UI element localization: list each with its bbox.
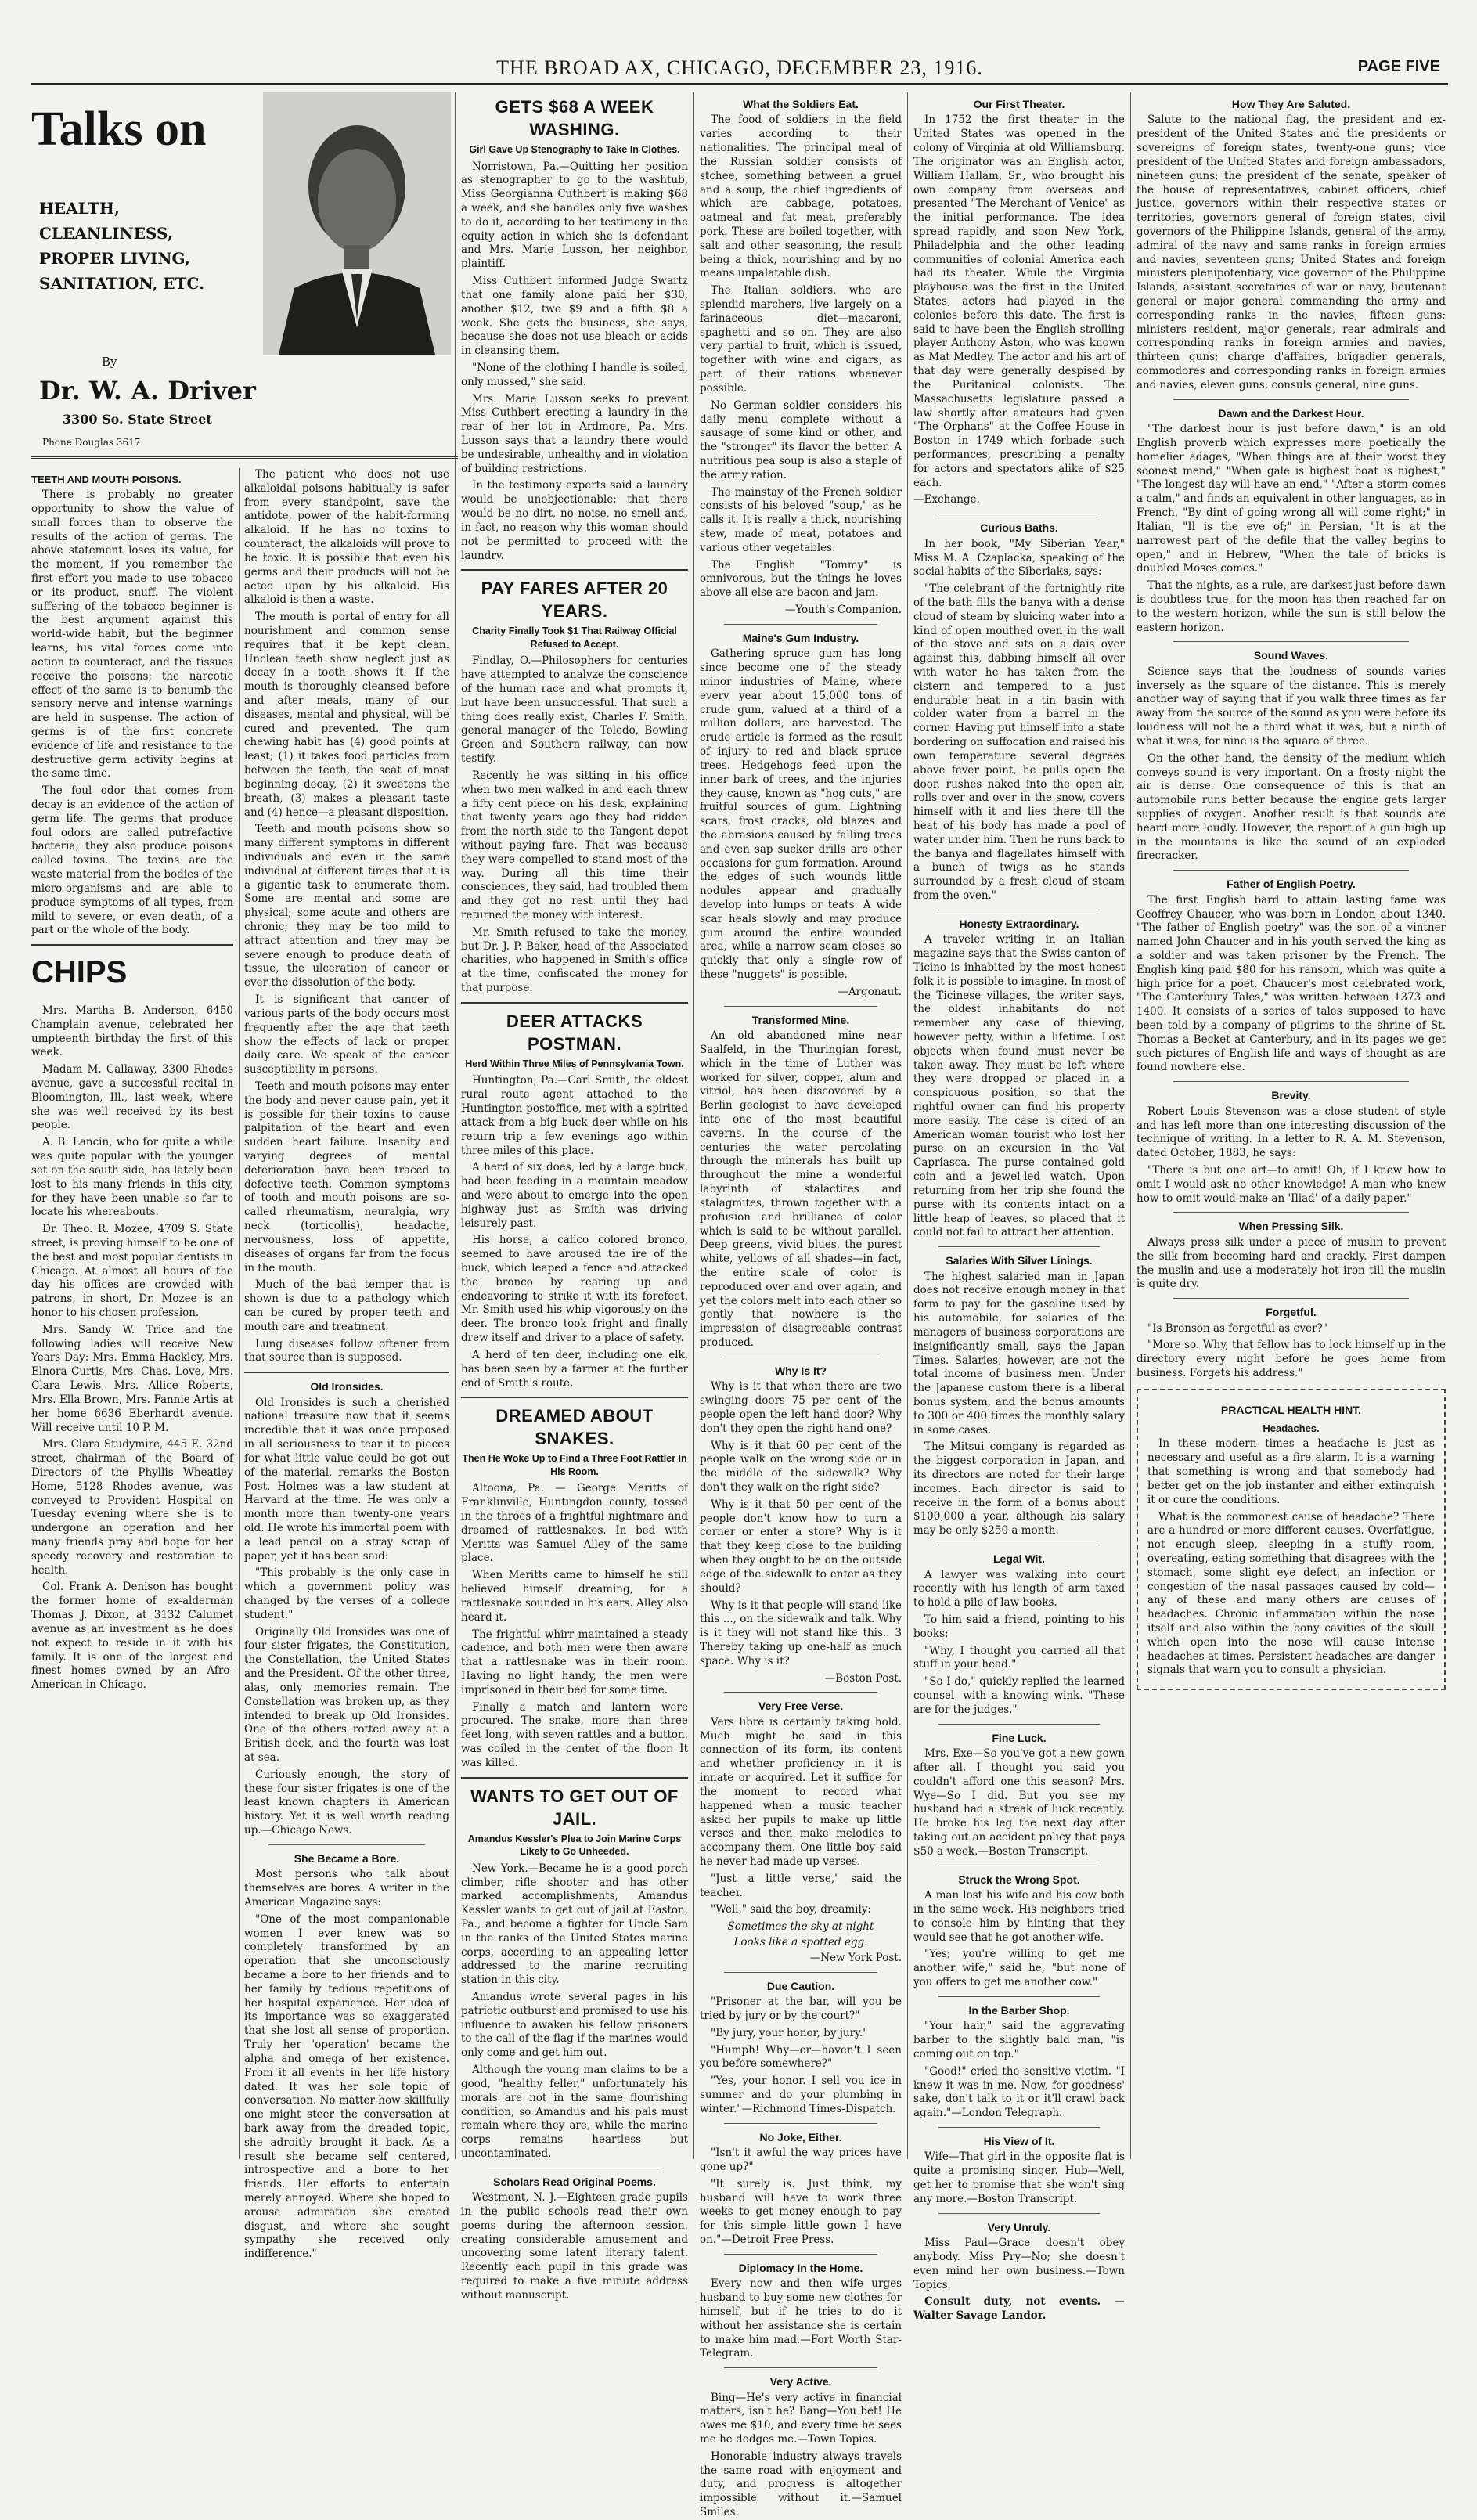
scholars-title: Scholars Read Original Poems.	[493, 2175, 656, 2188]
paragraph: Vers libre is certainly taking hold. Much might be said in this connection of its form, its content and whether proficiency in it is innate or acquired. Let it suffice for the moment to record what happened when a music teacher asked her pupils to make up little verses and then make melodies to accompany them. One little boy said he never had made up verses.	[700, 1715, 902, 1868]
divider	[724, 2254, 877, 2255]
paragraph: Findlay, O.—Philosophers for centuries have attempted to analyze the conscience of the human race and what prompts it, but have been unsuccessful. That such a thing does really exist, Charles F. Smith, general manager of the Toledo, Bowling Green and Southern railway, can now testify.	[461, 654, 688, 766]
divider	[1173, 1212, 1408, 1213]
paragraph: A lawyer was walking into court recently with his length of arm taxed to hold a pile of law books.	[913, 1568, 1125, 1610]
divider	[938, 2213, 1099, 2214]
poetry-title: Father of English Poetry.	[1227, 878, 1356, 891]
divider	[1173, 641, 1408, 642]
paragraph: "Yes; you're willing to get me another wife," said he, "but none of you offers to get me another cow."	[913, 1948, 1125, 1988]
paragraph: Although the young man claims to be a good, "healthy feller," unfortunately his morals are not in the same flourishing condition, so Amandus and his pals must remain where they are, while the marine corps remains heartless but uncontaminated.	[461, 2064, 688, 2160]
whyis-title: Why Is It?	[774, 1364, 827, 1377]
paragraph: New York.—Became he is a good porch climber, rifle shooter and has other marked accomplishments, Amandus Kessler wants to get out of jail at Easton, Pa., and become a fighter for Uncle Sam in the ranks of the United States marine corps, according to an appealing letter addressed to the marine recruiting station in this city.	[461, 1862, 688, 1987]
health-hint-box	[1137, 1389, 1446, 1690]
talks-topics	[39, 196, 204, 296]
column-1	[31, 468, 233, 2159]
jail-title: WANTS TO GET OUT OF JAIL.	[470, 1786, 679, 1829]
divider	[724, 624, 877, 625]
fares-subtitle: Charity Finally Took $1 That Railway Official Refused to Accept.	[472, 625, 677, 650]
paragraph: A herd of ten deer, including one elk, has been seen by a farmer at the further end of Smith's route.	[461, 1348, 688, 1390]
paragraph: Mr. Smith refused to take the money, but Dr. J. P. Baker, head of the Associated charities, who happened in Smith's office at the time, confiscated the money for that purpose.	[461, 925, 688, 995]
hint-subtitle: Headaches.	[1263, 1422, 1320, 1435]
caution-title: Due Caution.	[766, 1979, 835, 1992]
paragraph: Old Ironsides is such a cherished national treasure now that it seems incredible that it was once proposed in all seriousness to tear it to pieces for what little value could be got out of the material, remarks the Boston Post. Holmes was a law student at Harvard at the time. He was only a month more than twenty-one years old. He wrote his immortal poem with a lead pencil on a stray scrap of paper, yet it has been said:	[244, 1396, 449, 1563]
divider	[461, 1002, 688, 1004]
paragraph: "There is but one art—to omit! Oh, if I knew how to omit I would ask no other knowledge! A man who knew how to omit would make an 'Iliad' of a daily paper."	[1137, 1163, 1446, 1205]
paragraph: Miss Paul—Grace doesn't obey anybody. Miss Pry—No; she doesn't even mind her own business.—Town Topics.	[913, 2237, 1125, 2291]
paragraph: The foul odor that comes from decay is an evidence of the action of germ life. The germs that produce foul odors are called putrefactive bacteria; they also produce poisons called toxins. The toxins are the waste material from the bodies of the micro-organisms and are able to produce symptoms of all types, from mild to severe, or even death, of a part or the whole of the body.	[31, 784, 233, 937]
deer-title: DEER ATTACKS POSTMAN.	[506, 1011, 643, 1054]
paragraph: Much of the bad temper that is shown is due to a pathology which can be cured by proper teeth and mouth care and treatment.	[244, 1278, 449, 1333]
wrongspot-title: Struck the Wrong Spot.	[958, 1873, 1080, 1886]
paragraph: Amandus wrote several pages in his patriotic outburst and promised to use his influence to awaken his fellow prisoners to the call of the flag if the marines would only come and get him out.	[461, 1991, 688, 2060]
topic: PROPER LIVING,	[39, 249, 190, 268]
paragraph: Westmont, N. J.—Eighteen grade pupils in the public schools read their own poems during the afternoon session, creating considerable amusement and uncovering some latent literary talent. Recently each pupil in this grade was required to make a five minute address without manuscript.	[461, 2191, 688, 2302]
paragraph: Why is it that people will stand like this ..., on the sidewalk and talk. Why is it they will not stand like this.. 3 Thereby taking up one-half as much space. Why is it?	[700, 1599, 902, 1667]
paragraph: "None of the clothing I handle is soiled, only mussed," she said.	[461, 361, 688, 388]
paragraph: Huntington, Pa.—Carl Smith, the oldest rural route agent attached to the Huntington postoffice, met with a spirited attack from a big buck deer while on his return trip a few evenings ago within three miles of this place.	[461, 1074, 688, 1157]
talks-header	[31, 92, 458, 452]
paragraph: "The darkest hour is just before dawn," is an old English proverb which expresses more poetically the homelier adages, "When things are at their worst they soonest mend," "When gale is highest boat is nighest," "The longest day will have an end," "After a storm comes a calm," and finds an equivalent in other languages, as in French, "By dint of going wrong all will come right;" in Italian, "Il is the eve of;" in Persian, "It is at the narrowest part of the defile that the valley begins to open," and in Hebrew, "When the tale of bricks is doubled Moses comes."	[1137, 423, 1446, 575]
source: —Youth's Companion.	[784, 604, 902, 617]
teeth-title: TEETH AND MOUTH POISONS.	[31, 474, 182, 485]
mine-title: Transformed Mine.	[751, 1013, 850, 1026]
verse-line: Sometimes the sky at night	[727, 1920, 874, 1934]
divider	[1173, 399, 1408, 400]
paragraph: The Mitsui company is regarded as the biggest corporation in Japan, and its directors are noted for their large incomes. Each director is said to receive in the form of a bonus about $100,000 a year, although his salary may be only $250 a month.	[913, 1440, 1125, 1538]
paragraph: A man lost his wife and his cow both in the same week. His neighbors tried to console him by hinting that they would see that he got another wife.	[913, 1889, 1125, 1944]
paragraph: Originally Old Ironsides was one of four sister frigates, the Constitution, the Constellation, the United States and the President. Of the other three, alas, only memories remain. The Constellation was broken up, as they intended to break up Old Ironsides. One of the others rotted away at a British dock, and the fourth was lost at sea.	[244, 1625, 449, 1764]
theater-title: Our First Theater.	[973, 98, 1065, 110]
paragraph: Consult duty, not events. — Walter Savage Landor.	[913, 2295, 1125, 2323]
paragraph: "Isn't it awful the way prices have gone up?"	[700, 2147, 902, 2173]
paragraph: Finally a match and lantern were procured. The snake, more than three feet long, with seven rattles and a button, was coiled in the center of the floor. It was killed.	[461, 1700, 688, 1769]
divider	[461, 1397, 688, 1398]
column-rule	[693, 92, 694, 2159]
freeverse-title: Very Free Verse.	[758, 1700, 844, 1713]
soldiers-title: What the Soldiers Eat.	[743, 98, 859, 110]
jail-subtitle: Amandus Kessler's Plea to Join Marine Corps Likely to Go Unheeded.	[467, 1833, 682, 1858]
column-rule	[907, 92, 908, 2159]
divider	[938, 1246, 1099, 1247]
deer-subtitle: Herd Within Three Miles of Pennsylvania Town.	[465, 1058, 684, 1069]
snakes-title: DREAMED ABOUT SNAKES.	[495, 1406, 654, 1449]
paragraph: Altoona, Pa. — George Meritts of Franklinville, Huntingdon county, tossed in the throes of a frightful nightmare and dreamed of rattlesnakes. In bed with Meritts was Samuel Alley of the same place.	[461, 1482, 688, 1565]
paragraph: "Your hair," said the aggravating barber to the slightly bald man, "is coming out on top."	[913, 2020, 1125, 2060]
topic: HEALTH,	[39, 199, 120, 218]
paragraph: When Meritts came to himself he still believed himself dreaming, for a rattlesnake sounded in his ears. Alley also heard it.	[461, 1569, 688, 1624]
paragraph: "The celebrant of the fortnightly rite of the bath fills the banya with a dense cloud of steam by sluicing water into a kind of open mouthed oven in the wall of the stove and sits on a dais over against this, dabbing himself all over with water he has taken from the cistern and tempered to a just endurable heat in a tin basin with colder water from a barrel in the corner. Having put himself into a state bordering on suffocation and raised his own temperature several degrees above fever point, he pulls open the door, rushes naked into the open air, rolls over and over in the snow, covers himself with it and lies there till the heat of his body has made a pool of water under him. Then he runs back to the banya and flagellates himself with a bunch of twigs as he stands surrounded by a fresh cloud of steam from the oven."	[913, 582, 1125, 902]
paragraph: The Italian soldiers, who are splendid marchers, live largely on a farinaceous diet—macaroni, spaghetti and so on. They are also very partial to fruit, which is issued, together with wine and cigars, as part of their rations whenever possible.	[700, 284, 902, 395]
nojoke-title: No Joke, Either.	[759, 2130, 842, 2143]
paragraph: The food of soldiers in the field varies according to their nationalities. The principal meal of the Russian soldier consists of stchee, something between a gruel and a soup, the chief ingredients of which are cabbage, potatoes, oatmeal and fat meat, preferably pork. These are boiled together, with salt and other seasoning, the result being a thick, nourishing and by no means unpalatable dish.	[700, 114, 902, 280]
paragraph: "So I do," quickly replied the learned counsel, with a knowing wink. "These are for the judges."	[913, 1675, 1125, 1716]
divider	[724, 1006, 877, 1007]
baths-title: Curious Baths.	[980, 521, 1058, 535]
column-4	[700, 92, 902, 2519]
paragraph: In 1752 the first theater in the United States was opened in the colony of Virginia at old Williamsburg. The originator was an English actor, William Hallam, Sr., who brought his own company from overseas and presented "The Merchant of Venice" as the initial performance. The idea spread rapidly, and soon New York, Philadelphia and the other leading communities of colonial America each had its theater. While the Virginia playhouse was the first in the United States, actors had played in the colonies before this date. The first is said to have been the English strolling player Anthony Aston, who was known as Mat Medley. The actor and his art of that day were generally despised by the Puritanical colonists. The Massachusetts legislature passed a law shortly after amateurs had given "The Orphans" at the Coffee House in Boston in 1749 which forbade such performances, prescribing a penalty for actors and spectators alike of $25 each.	[913, 114, 1125, 489]
paragraph: A traveler writing in an Italian magazine says that the Swiss canton of Ticino is inhabited by the most honest folk it is possible to imagine. In most of the Ticinese villages, the writer says, the oldest inhabitants do not remember any case of thieving, however petty, within a lifetime. Lost objects when found must never be taken away. They must be left where they were dropped or placed in a conspicuous position, so that the rightful owner can find his property more easily. The case is cited of an American woman tourist who lost her purse on an excursion in the Val Capriasca. The purse contained gold coin and a jewel-led watch. Upon returning from her trip she found the purse with its contents intact on a little heap of leaves, so placed that it could not fail to attract her attention.	[913, 933, 1125, 1239]
divider	[938, 1724, 1099, 1725]
paragraph: The English "Tommy" is omnivorous, but the things he loves above all else are bacon and jam.	[700, 558, 902, 600]
divider	[31, 944, 233, 946]
source: —Exchange.	[913, 493, 980, 507]
snakes-subtitle: Then He Woke Up to Find a Three Foot Rattler In His Room.	[462, 1453, 687, 1477]
chips-title: CHIPS	[31, 955, 128, 990]
header-rule	[31, 456, 458, 459]
paragraph: In her book, "My Siberian Year," Miss M. A. Czaplacka, speaking of the social habits of the Siberiaks, says:	[913, 537, 1125, 579]
paragraph: Salute to the national flag, the president and ex-president of the United States and the presidents or sovereigns of foreign states, twenty-one guns; vice president of the United States and foreign ambassadors, nineteen guns; the president of the senate, speaker of the house of representatives, cabinet officers, chief justice, governors within their respective states or territories, governors general of foreign states, civil governors of the Philippine Islands, general of the army, admiral of the navy and same ranks in foreign armies and navies, seventeen guns; United States and foreign ministers plenipotentiary, vice governor of the Philippine Islands, assistant secretaries of war or navy, lieutenant general or major general commanding the army and corresponding ranks in the navies, fifteen guns; ministers resident, major generals, rear admirals and corresponding ranks in foreign armies and navies, thirteen guns; charge d'affaires, brigadier generals, commodores and corresponding ranks in foreign armies and navies, eleven guns; consuls general, nine guns.	[1137, 114, 1446, 391]
paragraph: Dr. Theo. R. Mozee, 4709 S. State street, is proving himself to be one of the best and most popular dentists in Chicago. At almost all hours of the day his offices are crowded with patrons, in short, Dr. Mozee is an honor to his chosen profession.	[31, 1223, 233, 1320]
barber-title: In the Barber Shop.	[968, 2003, 1070, 2017]
divider	[1173, 870, 1408, 871]
column-5	[913, 92, 1125, 2323]
paragraph: A herd of six does, led by a large buck, had been feeding in a mountain meadow and were about to emerge into the open highway just as Smith was driving leisurely past.	[461, 1161, 688, 1230]
paragraph: "It surely is. Just think, my husband will have to work three weeks to get money enough to pay for this simple little gown I have on."—Detroit Free Press.	[700, 2177, 902, 2246]
divider	[938, 1996, 1099, 1997]
author-phone: Phone Douglas 3617	[42, 437, 141, 448]
hint-title: PRACTICAL HEALTH HINT.	[1220, 1403, 1362, 1416]
paragraph: Robert Louis Stevenson was a close student of style and has left more than one interesting discussion of the technique of writing. In a letter to R. A. M. Stevenson, dated October, 1883, he says:	[1137, 1105, 1446, 1160]
paragraph: Science says that the loudness of sounds varies inversely as the square of the distance. This is merely another way of saying that if you walk three times as far away from the source of the sound as you were before its loudness will not be a third what it was, but a ninth of what it was, for nine is the square of three.	[1137, 665, 1446, 748]
paragraph: "Well," said the boy, dreamily:	[711, 1903, 871, 1916]
paragraph: "Why, I thought you carried all that stuff in your head."	[913, 1644, 1125, 1671]
paragraph: Every now and then wife urges husband to buy some new clothes for himself, but if he tries to do it without her assistance she is certain to make him mad.—Fort Worth Star-Telegram.	[700, 2277, 902, 2360]
forgetful-title: Forgetful.	[1266, 1306, 1317, 1319]
paragraph: Recently he was sitting in his office when two men walked in and each threw a fifty cent piece on his desk, explaining that twenty years ago they had ridden from the north side to the Tangent depot without paying fare. That was because they were compelled to stand most of the way. During all this time their consciences, they said, had troubled them and they got no rest until they had returned the money with interest.	[461, 769, 688, 921]
divider	[938, 2127, 1099, 2128]
paragraph: The highest salaried man in Japan does not receive enough money in that form to pay for the gasoline used by his automobile, for salaries of the managers of business corporations are insignificantly small, says the Japan Times. Salaries, however, are not the total income of business men. Under the Japanese custom there is a liberal bonus system, and the bonus amounts to 300 or 400 times the monthly salary in some cases.	[913, 1270, 1125, 1437]
column-rule	[239, 468, 240, 2159]
fares-title: PAY FARES AFTER 20 YEARS.	[481, 579, 668, 622]
washing-title: GETS $68 A WEEK WASHING.	[495, 97, 654, 140]
column-rule	[455, 92, 456, 2159]
author-name: Dr. W. A. Driver	[39, 376, 256, 406]
paragraph: Curiously enough, the story of these four sister frigates is one of the least known chapters in American history. Yet it is well worth reading up.—Chicago News.	[244, 1768, 449, 1837]
active-title: Very Active.	[769, 2375, 832, 2388]
washing-subtitle: Girl Gave Up Stenography to Take In Clothes.	[469, 144, 680, 156]
paragraph: "Humph! Why—er—haven't I seen you before somewhere?"	[700, 2043, 902, 2071]
topic: SANITATION, ETC.	[39, 274, 205, 293]
paragraph: Madam M. Callaway, 3300 Rhodes avenue, gave a successful recital in Bloomington, Ill., last week, where she was well received by its best people.	[31, 1063, 233, 1132]
paragraph: Lung diseases follow oftener from that source than is supposed.	[244, 1337, 449, 1365]
column-3	[461, 92, 688, 2302]
paragraph: "More so. Why, that fellow has to lock himself up in the directory every night before he goes home from business. Forgets his address."	[1137, 1339, 1446, 1380]
divider	[461, 569, 688, 571]
diplomacy-title: Diplomacy In the Home.	[738, 2261, 863, 2274]
paragraph: Most persons who talk about themselves are bores. A writer in the American Magazine says:	[244, 1868, 449, 1909]
paragraph: Mrs. Marie Lusson seeks to prevent Miss Cuthbert erecting a laundry in the rear of her lot in Ardmore, Pa. Mrs. Lusson says that a laundry there would be undesirable, unhealthy and in violation of building restrictions.	[461, 392, 688, 475]
paragraph: Mrs. Martha B. Anderson, 6450 Champlain avenue, celebrated her umpteenth birthday the first of this week.	[31, 1004, 233, 1059]
dawn-title: Dawn and the Darkest Hour.	[1218, 406, 1364, 420]
paragraph: The first English bard to attain lasting fame was Geoffrey Chaucer, who was born in London about 1340. "The father of English poetry" was the son of a vintner named John Chaucer and in his youth served the king as a soldier and was taken prisoner by the French. The English king paid $80 for his ransom, which was quite a high price for a poet. Chaucer's most celebrated work, "The Canterbury Tales," was written between 1373 and 1400. It consists of a series of tales supposed to have been told by a company of pilgrims to the shrine of St. Thomas a Becket at Canterbury, and in its pages we get such pictures of English life and ways of thought as are found nowhere else.	[1137, 893, 1446, 1074]
divider	[1173, 1081, 1408, 1082]
paragraph: There is probably no greater opportunity to show the value of small forces than to observe the results of the action of germs. The above statement loses its value, for the moment, if you remember the first effort you made to use tobacco or its product, snuff. The violent suffering of the tobacco beginner is the best argument against this world-wide habit, but the beginner learns, his vital forces come into action to counteract, and the tissues receive the poisons; the narcotic effect of the same is to benumb the sensory nerve and intense warnings are held in suspense. The action of germs is of the first concrete evidence of life and resistance to the destructive germ activity begins at the same time.	[31, 488, 233, 781]
paragraph: That the nights, as a rule, are darkest just before dawn is doubtless true, for the moon has then reached far on to the western horizon, while the sun is still below the eastern horizon.	[1137, 579, 1446, 634]
paragraph: His horse, a calico colored bronco, seemed to have aroused the ire of the buck, which leaped a fence and attacked the bronco by rearing up and endeavoring to strike it with its forefeet. Mr. Smith used his whip vigorously on the deer. The bronco took fright and finally drew itself and driver to a place of safety.	[461, 1234, 688, 1345]
paragraph: Mrs. Clara Studymire, 445 E. 32nd street, chairman of the Board of Directors of the Phyllis Wheatley Home, 5128 Rhodes avenue, was conveyed to Provident Hospital on Tuesday evening where she is to undergone an operation and her many friends pray and hope for her speedy recovery and restoration to health.	[31, 1438, 233, 1577]
paragraph: Always press silk under a piece of muslin to prevent the silk from becoming hard and crackly. First dampen the muslin and use a moderately hot iron till the muslin is quite dry.	[1137, 1235, 1446, 1291]
paragraph: No German soldier considers his daily menu complete without a sausage of some kind or other, and the "stronger" its flavor the better. A nutritious pea soup is also a staple of the army ration.	[700, 398, 902, 481]
author-portrait	[263, 92, 451, 355]
silk-title: When Pressing Silk.	[1238, 1220, 1344, 1233]
divider	[461, 1777, 688, 1779]
divider	[724, 1692, 877, 1693]
paragraph: Mrs. Sandy W. Trice and the following ladies will receive New Years Day: Mrs. Emma Hackley, Mrs. Elnora Curtis, Mrs. Chas. Love, Mrs. Clara Lewis, Mrs. Allice Roberts, Mrs. Ella Brown, Mrs. Fannie Artis at her home 6636 Eberhardt avenue. Will receive until 10 P. M.	[31, 1323, 233, 1434]
topic: CLEANLINESS,	[39, 224, 173, 243]
column-rule	[1130, 92, 1131, 2159]
paragraph: What is the commonest cause of headache? There are a hundred or more different causes. Overfatigue, not enough sleep, sleeping in a stuffy room, overeating, eating something that disagrees with the stomach, some slight eye defect, an infection or congestion of the nasal passages caused by cold—any of these and many others are causes of headaches. Chronic inflammation within the nose itself and also within the bony cavities of the skull which open into the nose will cause intense headaches at times. Persistent headaches are danger signals that warn you to consult a physician.	[1147, 1510, 1435, 1677]
paragraph: Norristown, Pa.—Quitting her position as stenographer to go to the washtub, Miss Georgianna Cuthbert is making $68 a week, and she handles only five washes to do it, according to her testimony in the equity action in which she is defendant and Mrs. Marie Lusson, her neighbor, plaintiff.	[461, 160, 688, 271]
divider	[724, 1972, 877, 1973]
paragraph: "Is Bronson as forgetful as ever?"	[1147, 1321, 1327, 1335]
hisview-title: His View of It.	[983, 2134, 1055, 2147]
author-address: 3300 So. State Street	[63, 412, 212, 427]
paragraph: Why is it that when there are two swinging doors 75 per cent of the people open the left hand door? Why don't they open the right hand one?	[700, 1380, 902, 1435]
paragraph: "Yes, your honor. I sell you ice in summer and do your plumbing in winter."—Richmond Times-Dispatch.	[700, 2075, 902, 2115]
paragraph: In the testimony experts said a laundry would be unobjectionable; that there would be no dirt, no noise, no smell and, in fact, no reason why this woman should not be permitted to proceed with the laundry.	[461, 479, 688, 562]
page-number: PAGE FIVE	[1357, 58, 1440, 75]
source: —New York Post.	[809, 1951, 902, 1964]
legal-title: Legal Wit.	[993, 1552, 1045, 1566]
paragraph: "Good!" cried the sensitive victim. "I knew it was in me. Now, for goodness' sake, don't talk to it or it'll crawl back again."—London Telegraph.	[913, 2064, 1125, 2120]
paragraph: The frightful whirr maintained a steady cadence, and both men were then aware that a rattlesnake was in their room. Having no light handy, the men were imprisoned in their bed for some time.	[461, 1628, 688, 1696]
divider	[724, 2123, 877, 2124]
divider	[268, 1844, 424, 1845]
ironsides-title: Old Ironsides.	[310, 1380, 384, 1393]
saluted-title: How They Are Saluted.	[1231, 98, 1351, 110]
paragraph: Mrs. Exe—So you've got a new gown after all. I thought you said you couldn't afford one this season? Mrs. Wye—So I did. But you see my husband had a streak of luck recently. He broke his leg the next day after taking out an accident policy that pays $50 a week.—Boston Transcript.	[913, 1747, 1125, 1858]
paragraph: To him said a friend, pointing to his books:	[913, 1613, 1125, 1640]
verse-line: Looks like a spotted egg.	[733, 1936, 868, 1949]
paragraph: "One of the most companionable women I ever knew was so completely transformed by an operation that she unconsciously became a bore to her friends and to her family by tedious repetitions of her hospital experience. Her idea of its importance was so exaggerated that she lost all sense of proportion. Truly her 'operation' became the alpha and omega of her existence. From it all events in her life history dated. It was her sole topic of conversation. No matter how skillfully one might steer the conversation at bark away from the dreaded topic, she adroitly brought it back. As a result she became self centered, introspective and a bore to her friends. Her efforts to entertain merely annoyed. Where she hoped to arouse admiration she created disgust, and where she sought sympathy she received only indifference."	[244, 1913, 449, 2261]
paragraph: Bing—He's very active in financial matters, isn't he? Bang—You bet! He owes me $10, and every time he sees me he dodges me.—Town Topics.	[700, 2391, 902, 2446]
divider	[724, 2367, 877, 2368]
paragraph: The mouth is portal of entry for all nourishment and common sense requires that it be kept clean. Unclean teeth show neglect just as decay in a tooth shows it. If the mouth is thoroughly cleansed before and after meals, many of our diseases, mental and physical, will be cured and prevented. The gum chewing habit has (4) good points at least; (1) it takes food particles from between the teeth, the seat of most beginning decay, (2) it sweetens the breath, (3) makes a pleasant taste and (4) hence—a pleasant disposition.	[244, 611, 449, 819]
sound-title: Sound Waves.	[1253, 649, 1329, 662]
paragraph: Teeth and mouth poisons may enter the body and never cause pain, yet it is possible for their toxins to cause palpitation of the heart and even sudden heart failure. Insanity and varying degrees of mental deterioration have been traced to defective teeth. Common symptoms of tooth and mouth poisons are so-called rheumatism, neuralgia, wry neck (torticollis), headache, nervousness, loss of appetite, diseases of organs far from the focus in the mouth.	[244, 1080, 449, 1274]
divider	[244, 1372, 449, 1373]
unruly-title: Very Unruly.	[987, 2220, 1051, 2233]
brevity-title: Brevity.	[1271, 1089, 1311, 1102]
paragraph: Col. Frank A. Denison has bought the former home of ex-alderman Thomas J. Dixon, at 3132 Calumet avenue as an investment as he does not expect to reside in it with his family. It is one of the largest and finest homes owned by an Afro-American in Chicago.	[31, 1581, 233, 1692]
paragraph: "Just a little verse," said the teacher.	[700, 1872, 902, 1899]
paragraph: Why is it that 60 per cent of the people walk on the wrong side or in the middle of the sidewalk? Why don't they walk on the right side?	[700, 1439, 902, 1494]
paragraph: "Prisoner at the bar, will you be tried by jury or by the court?"	[700, 1995, 902, 2022]
paragraph: It is significant that cancer of various parts of the body occurs most frequently after the age that teeth show the effects of lack or proper daily care. We speak of the cancer susceptibility in persons.	[244, 993, 449, 1076]
paragraph: "This probably is the only case in which a government policy was changed by the verses of a college student."	[244, 1566, 449, 1621]
masthead-title: THE BROAD AX, CHICAGO, DECEMBER 23, 1916.	[496, 56, 983, 79]
column-6	[1137, 92, 1446, 2159]
paragraph: The patient who does not use alkaloidal poisons habitually is safer from every standpoint, save the antidote, power of the habit-forming alkaloid. If he has no toxins to counteract, the alkaloids will prove to be toxic. It is possible that even his germs and their products will not be acted upon by his alkaloid. His alkaloid is then a waste.	[244, 468, 449, 607]
bore-title: She Became a Bore.	[294, 1851, 400, 1865]
byline: By	[102, 355, 117, 369]
paragraph: A. B. Lancin, who for quite a while was quite popular with the younger set on the south side, has lately been lost to his many friends in this city, for they have been unable so far to locate his whereabouts.	[31, 1136, 233, 1219]
talks-title: Talks on	[31, 103, 207, 156]
gum-title: Maine's Gum Industry.	[742, 631, 859, 644]
salaries-title: Salaries With Silver Linings.	[946, 1254, 1093, 1267]
paragraph: The mainstay of the French soldier consists of his beloved "soup," as he calls it. It is really a thick, nourishing stew, made of meat, potatoes and various other vegetables.	[700, 485, 902, 554]
paragraph: On the other hand, the density of the medium which conveys sound is very important. On a frosty night the air is dense. One consequence of this is that an automobile runs better because the engine gets larger supplies of oxygen. Another result is that sounds are heard more loudly. However, the report of a gun high up in the mountains is like the sound of an exploded firecracker.	[1137, 752, 1446, 863]
paragraph: Why is it that 50 per cent of the people don't know how to turn a corner or enter a store? Why is it that they keep close to the building when they ought to be on the outside edge of the sidewalk to enter as they should?	[700, 1498, 902, 1595]
masthead	[31, 56, 1448, 85]
paragraph: An old abandoned mine near Saalfeld, in the Thuringian forest, which in the time of Luther was worked for silver, copper, alum and vitriol, has been discovered by a Berlin geologist to have developed into one of the most beautiful caverns. In the course of the centuries the water percolating through the minerals has built up throughout the mine a wonderful labyrinth of stalactites and stalagmites, thrown together with a profusion and brilliance of color which is said to be without parallel. Deep greens, vivid blues, the purest white, yellows of all shades—in fact, the entire scale of color is reproduced over and over again, and yet the colors melt into each other so gently that nowhere is the impression of disagreeable contrast produced.	[700, 1029, 902, 1350]
divider	[1173, 1298, 1408, 1299]
paragraph: Miss Cuthbert informed Judge Swartz that one family alone paid her $30, another $12, two $9 and a fifth $8 a week. She gets the business, she says, because she does not use bleach or acids in cleansing them.	[461, 275, 688, 358]
fineluck-title: Fine Luck.	[992, 1731, 1047, 1744]
source: —Boston Post.	[824, 1671, 902, 1685]
paragraph: "By jury, your honor, by jury."	[711, 2026, 868, 2039]
paragraph: Honorable industry always travels the same road with enjoyment and duty, and progress is altogether impossible without it.—Samuel Smiles.	[700, 2450, 902, 2519]
column-2	[244, 468, 449, 2261]
paragraph: Gathering spruce gum has long since become one of the steady minor industries of Maine, where every year about 15,000 tons of crude gum, valued at a third of a million dollars, are harvested. The crude article is formed as the result of injury to red and black spruce trees. Hedgehogs feed upon the inner bark of trees, and the injuries they cause, known as "hog cuts," are fruitful sources of gum. Lightning scars, frost cracks, old blazes and the abrasions caused by falling trees and even sap sucker drills are other occasions for gum formation. Around the edges of such wounds little nodules appear and gradually develop into lumps or teats. A wide scar heals slowly and may produce gum around the entire wounded area, while a narrow seam closes so quickly that only a single row of these "nuggets" is possible.	[700, 647, 902, 982]
paragraph: In these modern times a headache is just as necessary and useful as a fire alarm. It is a warning that something is wrong and that somebody had better get on the job instanter and either extinguish it or cure the conditions.	[1147, 1437, 1435, 1506]
paragraph: Wife—That girl in the opposite flat is quite a promising singer. Hub—Well, get her to promise that she won't sing any more.—Boston Transcript.	[913, 2150, 1125, 2205]
source: —Argonaut.	[838, 985, 902, 998]
honesty-title: Honesty Extraordinary.	[959, 917, 1079, 930]
paragraph: Teeth and mouth poisons show so many different symptoms in different individuals and even in the same individual at different times that it is a gigantic task to enumerate them. Some are mental and some are physical; some acute and others are chronic; they may be too mild to attract attention and they may be severe enough to produce death of tissue, the ulceration of cancer or ever the dissolution of the body.	[244, 823, 449, 990]
